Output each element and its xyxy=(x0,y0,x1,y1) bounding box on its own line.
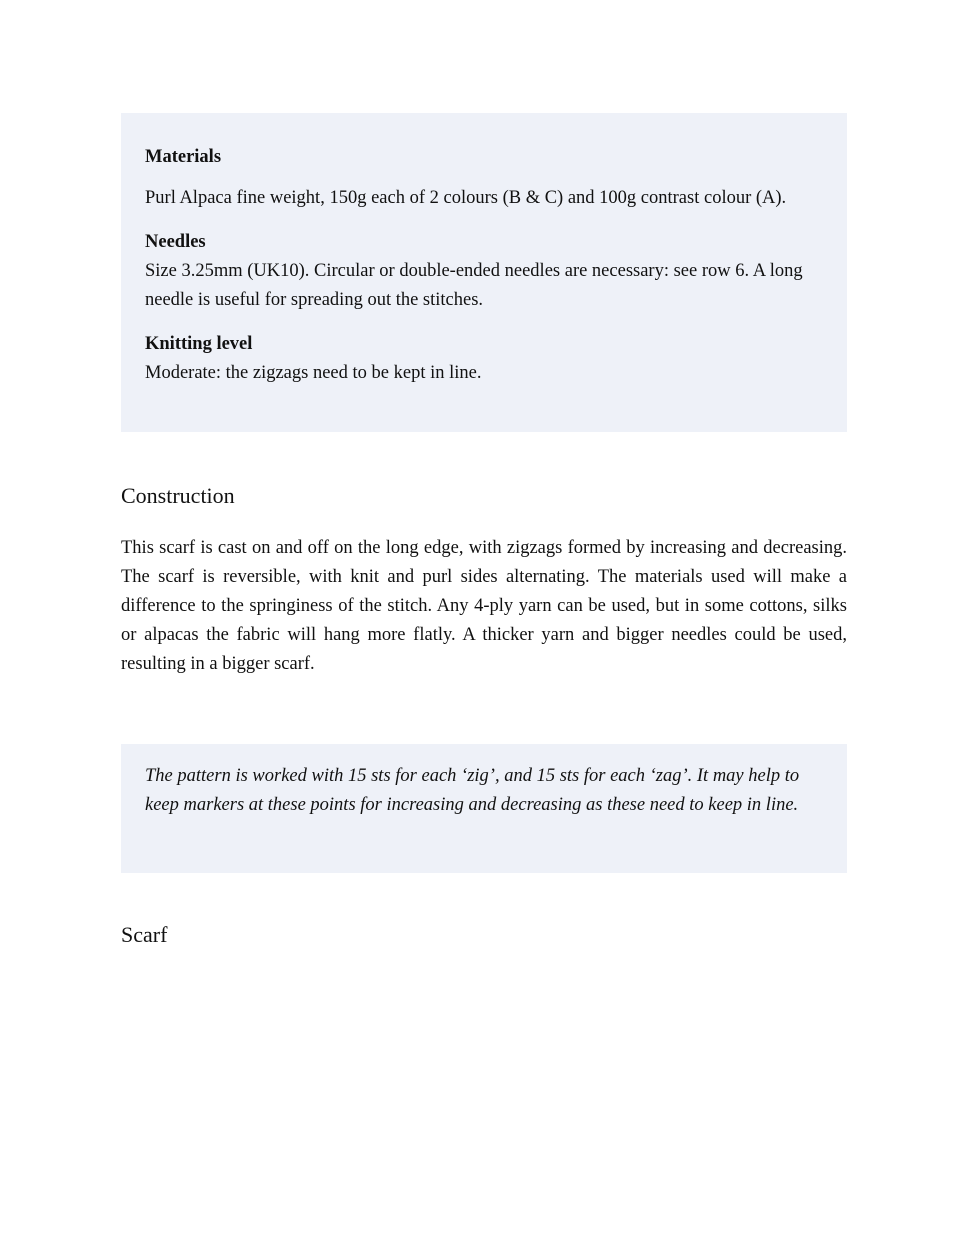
pattern-note-box xyxy=(121,744,847,873)
pattern-note-text: The pattern is worked with 15 sts for each ‘zig’, and 15 sts for each ‘zag’. It may help to keep markers at these points for increasing and decreasing as these need to keep in line. xyxy=(145,766,800,815)
construction-heading: Construction xyxy=(121,483,235,508)
materials-heading: Materials xyxy=(145,147,222,167)
materials-section xyxy=(145,143,822,213)
knitting-level-heading: Knitting level xyxy=(145,334,253,354)
materials-info-box xyxy=(121,113,847,432)
materials-text: Purl Alpaca fine weight, 150g each of 2 colours (B & C) and 100g contrast colour (A). xyxy=(145,188,787,208)
needles-section xyxy=(145,228,822,315)
needles-heading: Needles xyxy=(145,232,206,252)
construction-paragraph: This scarf is cast on and off on the long edge, with zigzags formed by increasing and decreasing. The scarf is reversible, with knit and purl sides alternating. The materials used will make a difference to the springiness of the stitch. Any 4-ply yarn can be used, but in some cottons, silks or alpacas the fabric will hang more flatly. A thicker yarn and bigger needles could be used, resulting in a bigger scarf. xyxy=(121,538,847,674)
needles-text: Size 3.25mm (UK10). Circular or double-ended needles are necessary: see row 6. A long needle is useful for spreading out the stitches. xyxy=(145,261,803,310)
knitting-level-section xyxy=(145,330,822,388)
scarf-heading: Scarf xyxy=(121,922,168,947)
knitting-level-text: Moderate: the zigzags need to be kept in line. xyxy=(145,363,482,383)
